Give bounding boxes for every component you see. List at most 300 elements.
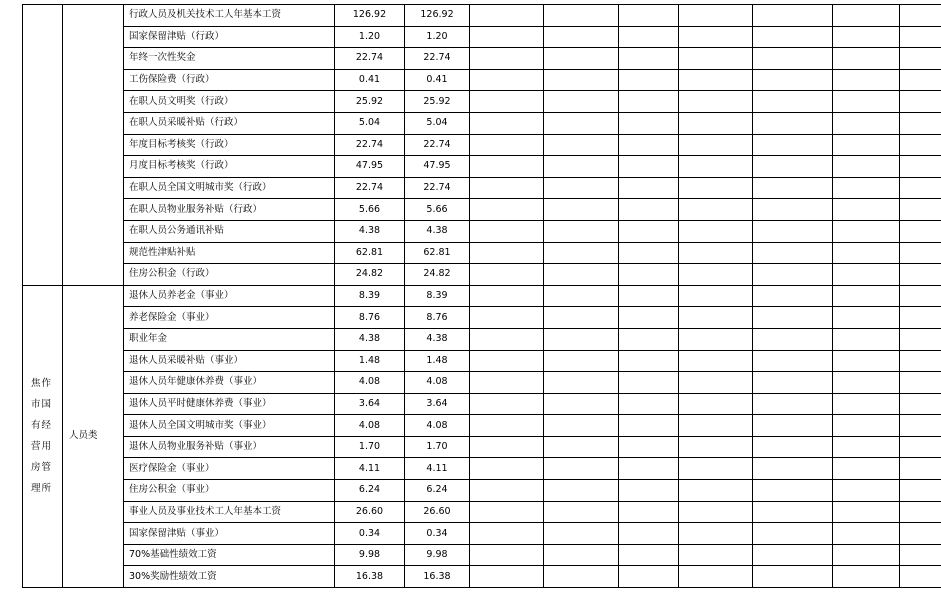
empty-cell: [544, 328, 619, 350]
unit-cell-continued: [23, 5, 63, 286]
empty-cell: [833, 5, 900, 27]
empty-cell: [900, 220, 941, 242]
table-row: [23, 544, 941, 566]
table-row: [23, 156, 941, 178]
empty-cell: [470, 242, 544, 264]
empty-cell: [679, 264, 753, 286]
empty-cell: [833, 328, 900, 350]
amount-total-cell: 22.74: [335, 134, 405, 156]
empty-cell: [470, 350, 544, 372]
item-name-cell: 国家保留津贴（事业）: [124, 523, 335, 545]
empty-cell: [544, 264, 619, 286]
amount-general-cell: 1.20: [405, 26, 470, 48]
empty-cell: [619, 458, 679, 480]
item-name-cell: 在职人员物业服务补贴（行政）: [124, 199, 335, 221]
empty-cell: [833, 177, 900, 199]
empty-cell: [544, 177, 619, 199]
empty-cell: [619, 307, 679, 329]
amount-general-cell: 5.66: [405, 199, 470, 221]
empty-cell: [470, 285, 544, 307]
empty-cell: [753, 134, 833, 156]
empty-cell: [619, 350, 679, 372]
empty-cell: [833, 285, 900, 307]
empty-cell: [619, 199, 679, 221]
empty-cell: [619, 48, 679, 70]
empty-cell: [679, 134, 753, 156]
empty-cell: [619, 26, 679, 48]
empty-cell: [753, 501, 833, 523]
empty-cell: [753, 285, 833, 307]
empty-cell: [679, 350, 753, 372]
empty-cell: [619, 91, 679, 113]
empty-cell: [619, 501, 679, 523]
empty-cell: [753, 177, 833, 199]
empty-cell: [544, 26, 619, 48]
amount-total-cell: 26.60: [335, 501, 405, 523]
empty-cell: [470, 112, 544, 134]
empty-cell: [833, 566, 900, 588]
table-row: [23, 372, 941, 394]
empty-cell: [544, 436, 619, 458]
empty-cell: [470, 328, 544, 350]
empty-cell: [753, 69, 833, 91]
empty-cell: [544, 220, 619, 242]
table-row: [23, 480, 941, 502]
empty-cell: [679, 26, 753, 48]
empty-cell: [679, 501, 753, 523]
item-name-cell: 30%奖励性绩效工资: [124, 566, 335, 588]
table-row: [23, 199, 941, 221]
empty-cell: [753, 480, 833, 502]
item-name-cell: 退休人员全国文明城市奖（事业）: [124, 415, 335, 437]
empty-cell: [833, 307, 900, 329]
item-name-cell: 养老保险金（事业）: [124, 307, 335, 329]
empty-cell: [833, 393, 900, 415]
item-name-cell: 规范性津贴补贴: [124, 242, 335, 264]
amount-general-cell: 4.08: [405, 415, 470, 437]
empty-cell: [753, 566, 833, 588]
empty-cell: [833, 544, 900, 566]
empty-cell: [470, 220, 544, 242]
empty-cell: [679, 415, 753, 437]
empty-cell: [544, 69, 619, 91]
item-name-cell: 退休人员年健康休养费（事业）: [124, 372, 335, 394]
unit-name-line: 有经: [31, 420, 53, 432]
empty-cell: [470, 436, 544, 458]
empty-cell: [619, 5, 679, 27]
empty-cell: [900, 285, 941, 307]
table-row: [23, 242, 941, 264]
amount-total-cell: 126.92: [335, 5, 405, 27]
amount-general-cell: 22.74: [405, 48, 470, 70]
amount-total-cell: 4.38: [335, 220, 405, 242]
amount-total-cell: 8.39: [335, 285, 405, 307]
item-name-cell: 年度目标考核奖（行政）: [124, 134, 335, 156]
empty-cell: [900, 415, 941, 437]
unit-name-line: 市国: [31, 399, 53, 411]
unit-name-line: 营用: [31, 441, 53, 453]
empty-cell: [900, 544, 941, 566]
amount-total-cell: 22.74: [335, 177, 405, 199]
empty-cell: [679, 328, 753, 350]
amount-total-cell: 4.08: [335, 372, 405, 394]
amount-general-cell: 9.98: [405, 544, 470, 566]
empty-cell: [619, 372, 679, 394]
amount-total-cell: 4.38: [335, 328, 405, 350]
empty-cell: [470, 26, 544, 48]
table-row: [23, 566, 941, 588]
empty-cell: [679, 69, 753, 91]
empty-cell: [619, 242, 679, 264]
amount-general-cell: 1.70: [405, 436, 470, 458]
amount-total-cell: 1.48: [335, 350, 405, 372]
empty-cell: [544, 372, 619, 394]
empty-cell: [900, 458, 941, 480]
empty-cell: [753, 415, 833, 437]
empty-cell: [753, 26, 833, 48]
empty-cell: [753, 393, 833, 415]
table-row: [23, 26, 941, 48]
unit-name-line: 理所: [31, 483, 53, 495]
empty-cell: [619, 264, 679, 286]
empty-cell: [753, 264, 833, 286]
empty-cell: [833, 436, 900, 458]
table-row: [23, 91, 941, 113]
item-name-cell: 退休人员物业服务补贴（事业）: [124, 436, 335, 458]
item-name-cell: 事业人员及事业技术工人年基本工资: [124, 501, 335, 523]
empty-cell: [679, 566, 753, 588]
empty-cell: [900, 5, 941, 27]
empty-cell: [619, 436, 679, 458]
item-name-cell: 在职人员文明奖（行政）: [124, 91, 335, 113]
category-cell: 人员类: [63, 285, 124, 587]
empty-cell: [900, 393, 941, 415]
item-name-cell: 退休人员养老金（事业）: [124, 285, 335, 307]
table-row: [23, 112, 941, 134]
empty-cell: [470, 48, 544, 70]
empty-cell: [544, 458, 619, 480]
empty-cell: [619, 220, 679, 242]
empty-cell: [753, 199, 833, 221]
item-name-cell: 住房公积金（事业）: [124, 480, 335, 502]
table-row: [23, 48, 941, 70]
amount-total-cell: 5.04: [335, 112, 405, 134]
empty-cell: [900, 134, 941, 156]
empty-cell: [544, 415, 619, 437]
empty-cell: [679, 458, 753, 480]
amount-total-cell: 4.08: [335, 415, 405, 437]
empty-cell: [679, 523, 753, 545]
empty-cell: [619, 480, 679, 502]
amount-total-cell: 1.70: [335, 436, 405, 458]
empty-cell: [833, 242, 900, 264]
empty-cell: [470, 393, 544, 415]
amount-total-cell: 1.20: [335, 26, 405, 48]
empty-cell: [619, 69, 679, 91]
empty-cell: [900, 112, 941, 134]
empty-cell: [900, 48, 941, 70]
amount-general-cell: 26.60: [405, 501, 470, 523]
empty-cell: [679, 91, 753, 113]
empty-cell: [470, 523, 544, 545]
empty-cell: [833, 458, 900, 480]
empty-cell: [619, 156, 679, 178]
item-name-cell: 在职人员采暖补贴（行政）: [124, 112, 335, 134]
empty-cell: [619, 285, 679, 307]
budget-table: [22, 4, 941, 588]
amount-total-cell: 4.11: [335, 458, 405, 480]
empty-cell: [470, 199, 544, 221]
empty-cell: [544, 307, 619, 329]
empty-cell: [619, 415, 679, 437]
table-row: [23, 458, 941, 480]
amount-general-cell: 0.34: [405, 523, 470, 545]
empty-cell: [679, 372, 753, 394]
empty-cell: [753, 436, 833, 458]
amount-general-cell: 62.81: [405, 242, 470, 264]
empty-cell: [900, 199, 941, 221]
empty-cell: [544, 5, 619, 27]
item-name-cell: 退休人员采暖补贴（事业）: [124, 350, 335, 372]
item-name-cell: 70%基础性绩效工资: [124, 544, 335, 566]
empty-cell: [544, 134, 619, 156]
empty-cell: [619, 523, 679, 545]
amount-total-cell: 3.64: [335, 393, 405, 415]
empty-cell: [753, 458, 833, 480]
empty-cell: [679, 48, 753, 70]
empty-cell: [544, 501, 619, 523]
empty-cell: [833, 372, 900, 394]
empty-cell: [679, 307, 753, 329]
unit-name-line: 焦作: [31, 378, 53, 390]
empty-cell: [544, 393, 619, 415]
empty-cell: [833, 26, 900, 48]
empty-cell: [470, 264, 544, 286]
empty-cell: [679, 393, 753, 415]
empty-cell: [753, 48, 833, 70]
amount-general-cell: 47.95: [405, 156, 470, 178]
empty-cell: [900, 69, 941, 91]
empty-cell: [833, 523, 900, 545]
empty-cell: [679, 177, 753, 199]
amount-total-cell: 25.92: [335, 91, 405, 113]
empty-cell: [619, 134, 679, 156]
table-row: [23, 350, 941, 372]
empty-cell: [900, 177, 941, 199]
empty-cell: [753, 307, 833, 329]
empty-cell: [619, 393, 679, 415]
table-row: [23, 307, 941, 329]
empty-cell: [900, 566, 941, 588]
empty-cell: [619, 177, 679, 199]
empty-cell: [833, 350, 900, 372]
empty-cell: [900, 242, 941, 264]
empty-cell: [753, 112, 833, 134]
unit-name-cell: [23, 285, 63, 587]
empty-cell: [679, 5, 753, 27]
unit-name-line: 房管: [31, 462, 53, 474]
empty-cell: [619, 328, 679, 350]
empty-cell: [470, 544, 544, 566]
amount-general-cell: 22.74: [405, 134, 470, 156]
table-row: [23, 220, 941, 242]
table-row: [23, 328, 941, 350]
empty-cell: [753, 328, 833, 350]
empty-cell: [544, 199, 619, 221]
empty-cell: [900, 501, 941, 523]
empty-cell: [833, 415, 900, 437]
empty-cell: [753, 91, 833, 113]
empty-cell: [470, 458, 544, 480]
amount-general-cell: 4.38: [405, 220, 470, 242]
empty-cell: [833, 69, 900, 91]
empty-cell: [833, 91, 900, 113]
item-name-cell: 工伤保险费（行政）: [124, 69, 335, 91]
amount-total-cell: 5.66: [335, 199, 405, 221]
empty-cell: [679, 285, 753, 307]
table-row: [23, 523, 941, 545]
table-row: [23, 69, 941, 91]
empty-cell: [900, 480, 941, 502]
table-row: [23, 285, 941, 307]
amount-general-cell: 25.92: [405, 91, 470, 113]
empty-cell: [833, 199, 900, 221]
empty-cell: [753, 5, 833, 27]
empty-cell: [470, 372, 544, 394]
amount-general-cell: 24.82: [405, 264, 470, 286]
empty-cell: [544, 566, 619, 588]
amount-general-cell: 5.04: [405, 112, 470, 134]
empty-cell: [544, 242, 619, 264]
empty-cell: [679, 220, 753, 242]
empty-cell: [470, 5, 544, 27]
empty-cell: [753, 372, 833, 394]
item-name-cell: 在职人员全国文明城市奖（行政）: [124, 177, 335, 199]
item-name-cell: 医疗保险金（事业）: [124, 458, 335, 480]
item-name-cell: 在职人员公务通讯补贴: [124, 220, 335, 242]
empty-cell: [470, 91, 544, 113]
amount-general-cell: 22.74: [405, 177, 470, 199]
empty-cell: [833, 220, 900, 242]
empty-cell: [470, 177, 544, 199]
amount-total-cell: 62.81: [335, 242, 405, 264]
empty-cell: [900, 350, 941, 372]
empty-cell: [900, 26, 941, 48]
table-row: [23, 134, 941, 156]
amount-general-cell: 4.08: [405, 372, 470, 394]
amount-general-cell: 6.24: [405, 480, 470, 502]
empty-cell: [470, 566, 544, 588]
empty-cell: [470, 480, 544, 502]
empty-cell: [900, 156, 941, 178]
empty-cell: [470, 501, 544, 523]
empty-cell: [544, 156, 619, 178]
empty-cell: [679, 480, 753, 502]
amount-general-cell: 8.76: [405, 307, 470, 329]
empty-cell: [470, 415, 544, 437]
amount-general-cell: 0.41: [405, 69, 470, 91]
amount-general-cell: 16.38: [405, 566, 470, 588]
empty-cell: [833, 501, 900, 523]
item-name-cell: 退休人员平时健康休养费（事业）: [124, 393, 335, 415]
amount-total-cell: 0.34: [335, 523, 405, 545]
item-name-cell: 行政人员及机关技术工人年基本工资: [124, 5, 335, 27]
empty-cell: [619, 544, 679, 566]
amount-general-cell: 8.39: [405, 285, 470, 307]
table-row: [23, 501, 941, 523]
empty-cell: [544, 544, 619, 566]
empty-cell: [833, 112, 900, 134]
item-name-cell: 国家保留津贴（行政）: [124, 26, 335, 48]
table-row: [23, 436, 941, 458]
empty-cell: [753, 523, 833, 545]
table-row: [23, 177, 941, 199]
amount-total-cell: 8.76: [335, 307, 405, 329]
amount-general-cell: 4.38: [405, 328, 470, 350]
empty-cell: [833, 480, 900, 502]
empty-cell: [544, 285, 619, 307]
empty-cell: [619, 112, 679, 134]
empty-cell: [679, 436, 753, 458]
empty-cell: [753, 350, 833, 372]
empty-cell: [900, 328, 941, 350]
empty-cell: [900, 523, 941, 545]
amount-general-cell: 4.11: [405, 458, 470, 480]
table-row: [23, 415, 941, 437]
empty-cell: [833, 264, 900, 286]
empty-cell: [544, 523, 619, 545]
amount-general-cell: 126.92: [405, 5, 470, 27]
table-row: [23, 393, 941, 415]
empty-cell: [679, 199, 753, 221]
empty-cell: [833, 48, 900, 70]
empty-cell: [544, 350, 619, 372]
empty-cell: [833, 134, 900, 156]
empty-cell: [544, 480, 619, 502]
item-name-cell: 年终一次性奖金: [124, 48, 335, 70]
empty-cell: [900, 436, 941, 458]
amount-total-cell: 0.41: [335, 69, 405, 91]
amount-total-cell: 9.98: [335, 544, 405, 566]
empty-cell: [679, 156, 753, 178]
amount-total-cell: 47.95: [335, 156, 405, 178]
empty-cell: [679, 112, 753, 134]
empty-cell: [470, 307, 544, 329]
empty-cell: [470, 134, 544, 156]
table-row: [23, 264, 941, 286]
amount-general-cell: 1.48: [405, 350, 470, 372]
empty-cell: [900, 372, 941, 394]
empty-cell: [619, 566, 679, 588]
table-row: [23, 5, 941, 27]
item-name-cell: 住房公积金（行政）: [124, 264, 335, 286]
amount-total-cell: 16.38: [335, 566, 405, 588]
empty-cell: [470, 69, 544, 91]
empty-cell: [900, 91, 941, 113]
empty-cell: [753, 544, 833, 566]
empty-cell: [679, 242, 753, 264]
empty-cell: [679, 544, 753, 566]
empty-cell: [753, 220, 833, 242]
amount-total-cell: 24.82: [335, 264, 405, 286]
empty-cell: [544, 91, 619, 113]
empty-cell: [833, 156, 900, 178]
empty-cell: [753, 156, 833, 178]
amount-total-cell: 22.74: [335, 48, 405, 70]
empty-cell: [544, 112, 619, 134]
empty-cell: [470, 156, 544, 178]
empty-cell: [753, 242, 833, 264]
